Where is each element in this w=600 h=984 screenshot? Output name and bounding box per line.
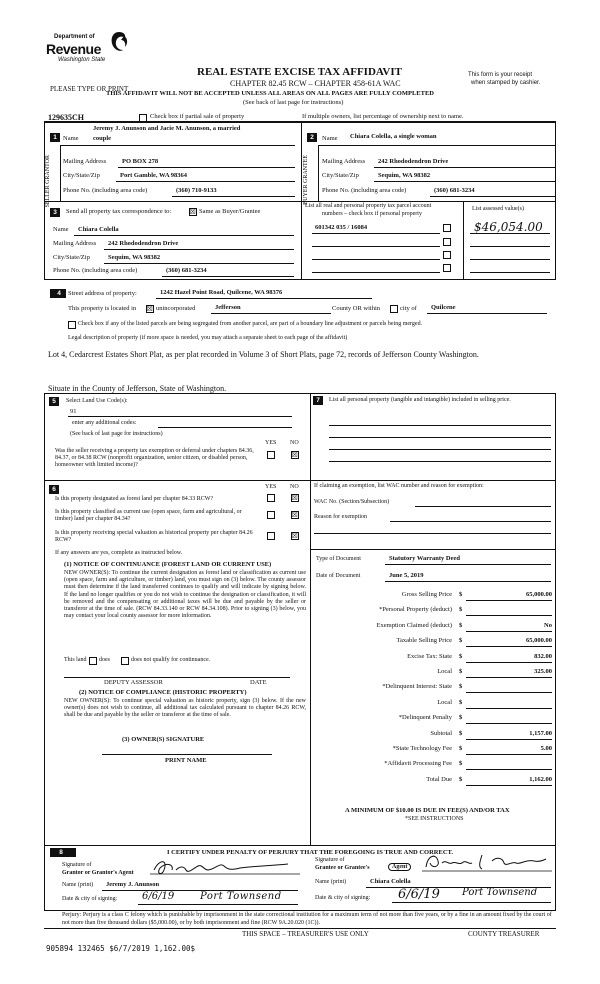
exemption-question: Was the seller receiving a property tax exemption or deferral under chapters 84.36, 84.37, or 84.38 RCW (nonprofit organization, senior citizen, or disabled person, homeowner with limited income)? (55, 448, 254, 468)
sale-row-currency: $ (459, 652, 463, 660)
sale-row-value[interactable]: 832.00 (534, 652, 552, 660)
sale-row-currency: $ (459, 745, 463, 752)
forest-no-checkbox[interactable]: ☒ (291, 494, 298, 502)
sale-row-underline (466, 708, 552, 709)
section-6-badge: 6 (49, 485, 59, 494)
corr-city-value[interactable]: Sequim, WA 98382 (108, 254, 161, 261)
dept-name: Revenue (46, 41, 101, 57)
buyer-city-label: City/State/Zip (322, 172, 359, 179)
multiple-owners-note: If multiple owners, list percentage of ownership next to name. (302, 113, 464, 120)
county-value[interactable]: Jefferson (215, 304, 241, 311)
sale-row-currency: $ (459, 621, 463, 629)
grantee-sig-label-2: Grantee or Grantee's (315, 865, 370, 871)
exemption-yes-checkbox[interactable] (267, 451, 275, 459)
buyer-side-label: BUYER GRANTEE (303, 155, 309, 205)
legal-description[interactable]: Lot 4, Cedarcrest Estates Short Plat, as per plat recorded in Volume 3 of Short Plats, page 72, records of Jefferson County Washington. (48, 350, 479, 359)
sale-row-currency: $ (459, 637, 463, 645)
please-type: PLEASE TYPE OR PRINT (50, 85, 129, 93)
corr-city-label: City/State/Zip (53, 254, 90, 261)
parcel-personal-checkbox-2[interactable] (443, 238, 451, 246)
treasurer-stamp: 905894 132465 $6/7/2019 1,162.00$ (46, 944, 196, 953)
seller-name-line1[interactable]: Jeremy J. Anunson and Jacie M. Anunson, a married (93, 125, 241, 132)
corr-name-value[interactable]: Chiara Colella (78, 226, 119, 233)
buyer-name-value[interactable]: Chiara Colella, a single woman (350, 133, 437, 140)
section-2-badge: 2 (307, 133, 317, 142)
street-value[interactable]: 1242 Hazel Point Road, Quilcene, WA 98376 (160, 289, 283, 296)
seller-phone-value[interactable]: (360) 710-9133 (176, 187, 217, 194)
forest-yes-checkbox[interactable] (267, 494, 275, 502)
sale-row-underline (466, 646, 552, 647)
segregated-checkbox[interactable] (68, 321, 76, 329)
seller-name-line2[interactable]: couple (93, 135, 112, 142)
parcels-header-1: List all real and personal property tax parcel account (305, 203, 432, 209)
dept-small: Department of (54, 34, 95, 40)
sale-row-value[interactable]: 1,162.00 (529, 775, 552, 783)
reason-label: Reason for exemption (314, 514, 367, 520)
deputy-assessor-label: DEPUTY ASSESSOR (104, 679, 163, 686)
sale-row-label: *Delinquent Interest: State (382, 683, 452, 691)
receipt-line1: This form is your receipt (468, 72, 533, 78)
notice2-title: (2) NOTICE OF COMPLIANCE (HISTORIC PROPERTY) (79, 689, 247, 696)
sale-row-underline (466, 785, 552, 786)
sec6-no-header: NO (290, 484, 299, 490)
grantee-name-print-label: Name (print) (315, 879, 347, 885)
exemption-claim-label: If claiming an exemption, list WAC number and reason for exemption: (314, 483, 484, 489)
sale-row-value[interactable]: 1,157.00 (529, 729, 552, 737)
historic-no-checkbox[interactable]: ☒ (291, 532, 298, 540)
additional-codes-label: enter any additional codes: (72, 420, 137, 426)
corr-name-label: Name (53, 226, 69, 233)
sale-row-underline (466, 677, 552, 678)
doc-date-value[interactable]: June 5, 2019 (389, 572, 424, 579)
sale-row-label: *Affidavit Processing Fee (384, 760, 452, 768)
county-treasurer: COUNTY TREASURER (468, 930, 540, 938)
doc-type-label: Type of Document (316, 556, 361, 562)
historic-yes-checkbox[interactable] (267, 532, 275, 540)
sec5-no-header: NO (290, 440, 299, 446)
parcel-personal-checkbox-4[interactable] (443, 264, 451, 272)
doc-date-label: Date of Document (316, 573, 361, 579)
sale-row-underline (466, 615, 552, 616)
same-as-buyer-checkbox[interactable]: ☒ (189, 208, 196, 216)
seller-side-label: SELLER GRANTOR (45, 155, 51, 208)
grantor-signature[interactable] (150, 856, 300, 878)
sale-row-underline (466, 692, 552, 693)
corr-mailing-label: Mailing Address (53, 240, 97, 247)
parcel-personal-checkbox-3[interactable] (443, 251, 451, 259)
doc-id: 129635CH (48, 113, 84, 122)
grantor-sig-label-2: Grantor or Grantor's Agent (62, 870, 134, 876)
sale-row-label: Excise Tax: State (407, 652, 452, 660)
does-qualify-checkbox[interactable] (89, 657, 97, 665)
current-use-no-checkbox[interactable]: ☒ (291, 511, 298, 519)
corr-phone-value[interactable]: (360) 681-3234 (166, 267, 207, 274)
this-land-label: This land (64, 657, 87, 663)
partial-sale-label: Check box if partial sale of property (150, 113, 245, 120)
doc-type-value[interactable]: Statutory Warranty Deed (389, 555, 461, 562)
seller-mailing-value[interactable]: PO BOX 278 (122, 158, 159, 165)
sale-row-label: Total Due (426, 775, 452, 783)
sale-row-label: *Personal Property (deduct) (379, 606, 452, 614)
sale-row-currency: $ (459, 775, 463, 783)
grantor-date-city-label: Date & city of signing: (62, 896, 118, 902)
grantee-agent-circled: Agent (388, 863, 411, 871)
corr-phone-label: Phone No. (including area code) (53, 267, 138, 274)
historic-question: Is this property receiving special valuation as historical property per chapter 84.26 RCW? (55, 530, 253, 543)
sale-row-currency: $ (459, 606, 463, 614)
form-chapter: CHAPTER 82.45 RCW – CHAPTER 458-61A WAC (230, 79, 401, 88)
sale-row-label: Taxable Selling Price (396, 637, 452, 645)
sec6-yes-header: YES (265, 484, 277, 490)
form-see-back: (See back of last page for instructions) (243, 99, 344, 106)
seller-name-label: Name (63, 135, 79, 142)
parcel-number[interactable]: 601342 035 / 16084 (315, 224, 368, 231)
grantor-date[interactable]: 6/6/19 (142, 891, 175, 902)
certify-statement: I CERTIFY UNDER PENALTY OF PERJURY THAT THE FOREGOING IS TRUE AND CORRECT. (167, 849, 454, 856)
sale-row-currency: $ (459, 729, 463, 737)
situate-line[interactable]: Situate in the County of Jefferson, State of Washington. (48, 384, 227, 393)
revenue-logo (46, 30, 136, 70)
sale-row-currency: $ (459, 760, 463, 768)
sale-row-underline (466, 754, 552, 755)
form-title: REAL ESTATE EXCISE TAX AFFIDAVIT (197, 66, 402, 78)
seller-city-value[interactable]: Port Gamble, WA 98364 (120, 172, 188, 179)
located-type: unincorporated (156, 305, 196, 312)
buyer-city-value[interactable]: Sequim, WA 98382 (378, 172, 431, 179)
notice1-title: (1) NOTICE OF CONTINUANCE (FOREST LAND OR CURRENT USE) (64, 561, 272, 568)
land-use-code[interactable]: 91 (70, 408, 77, 415)
buyer-mailing-label: Mailing Address (322, 158, 366, 165)
current-use-yes-checkbox[interactable] (267, 511, 275, 519)
deputy-date-label: DATE (250, 679, 267, 686)
sale-row-underline (466, 723, 552, 724)
form-notice: THIS AFFIDAVIT WILL NOT BE ACCEPTED UNLESS ALL AREAS ON ALL PAGES ARE FULLY COMPLETED (106, 90, 434, 97)
buyer-phone-label: Phone No. (including area code) (322, 187, 407, 194)
section-7-badge: 7 (313, 396, 323, 405)
assessed-header: List assessed value(s) (472, 206, 524, 212)
sale-row-label: *Delinquent Penalty (398, 714, 452, 722)
sale-row-currency: $ (459, 698, 463, 706)
sale-row-label: Local (437, 668, 452, 675)
county-label: County OR within (332, 305, 381, 312)
grantor-sig-label-1: Signature of (62, 862, 92, 868)
sale-row-label: Local (437, 698, 452, 706)
segregated-label: Check box if any of the listed parcels are being segregated from another parcel, are part of a boundary line adjustment or parcels being merged. (78, 321, 423, 327)
does-not-qualify-checkbox[interactable] (121, 657, 129, 665)
sale-row-currency: $ (459, 683, 463, 691)
personal-property-label: List all personal property (tangible and intangible) included in selling price. (329, 397, 511, 403)
sale-row-underline (466, 662, 552, 663)
section-8-badge: 8 (56, 848, 66, 857)
grantor-name-print[interactable]: Jeremy J. Anunson (106, 881, 160, 888)
grantee-signature[interactable] (422, 851, 552, 873)
sale-row-label: *State Technology Fee (392, 745, 452, 752)
grantee-date-city-label: Date & city of signing: (315, 895, 371, 901)
grantor-city[interactable]: Port Townsend (200, 891, 282, 902)
land-use-label: Select Land Use Code(s): (66, 398, 128, 404)
print-name-label: PRINT NAME (165, 757, 207, 764)
seller-phone-label: Phone No. (including area code) (63, 187, 148, 194)
sale-row-value[interactable]: 65,000.00 (526, 591, 552, 598)
city-value[interactable]: Quilcene (431, 304, 456, 311)
sale-row-label: Exemption Claimed (deduct) (376, 621, 452, 629)
section-1-badge: 1 (50, 133, 60, 142)
city-of-checkbox[interactable] (390, 305, 398, 313)
revenue-swirl-icon (108, 30, 130, 56)
legal-label: Legal description of property (if more space is needed, you may attach a separate sheet to each page of the affidavit) (68, 335, 348, 341)
sale-row-underline (466, 739, 552, 740)
buyer-name-label: Name (322, 135, 338, 142)
sale-row-label: Gross Selling Price (401, 591, 452, 598)
seller-mailing-label: Mailing Address (63, 158, 107, 165)
grantee-city[interactable]: Port Townsend (462, 887, 538, 898)
section-5-badge: 5 (49, 397, 59, 406)
buyer-mailing-value[interactable]: 242 Rhododendron Drive (378, 158, 449, 165)
correspondence-label: Send all property tax correspondence to: (66, 208, 172, 215)
sale-row-underline (466, 631, 552, 632)
top-rule (44, 121, 556, 123)
sale-row-label: Subtotal (430, 729, 452, 737)
assessed-value[interactable]: $46,054.00 (474, 220, 543, 234)
street-label: Street address of property: (68, 290, 137, 297)
sale-row-underline (466, 600, 552, 601)
grantee-sig-label-1: Signature of (315, 857, 345, 863)
section-4-badge: 4 (54, 289, 64, 298)
located-label: This property is located in (68, 305, 137, 312)
sale-row-currency: $ (459, 591, 463, 598)
notice1-text: NEW OWNER(S): To continue the current designation as forest land or classification as current use (open space, farm and agriculture, or timber) land, you must sign on (3) below. The county assessor must then determine if the land transferred continues to qualify and will indicate by signing below. If the land no longer qualifies or you do not wish to continue the designation or classification, it will be removed and the compensating or additional taxes will be due and payable by the seller or transferor at the time of sale. (RCW 84.33.140 or RCW 84.34.108). Prior to signing (3) below, you may contact your local county assessor for more information. (64, 570, 306, 620)
parcels-header-2: numbers – check box if personal property (322, 211, 422, 217)
grantee-date[interactable]: 6/6/19 (398, 887, 440, 902)
section-3-badge: 3 (50, 208, 60, 217)
sale-row-currency: $ (459, 714, 463, 722)
land-use-see-back: (See back of last page for instructions) (70, 431, 163, 437)
sec5-yes-header: YES (265, 440, 277, 446)
parcel-personal-checkbox-1[interactable] (443, 224, 451, 232)
sale-row-underline (466, 769, 552, 770)
current-use-question: Is this property classified as current use (open space, farm and agricultural, or timber) land per chapter 84.34? (55, 509, 242, 522)
perjury-notice: Perjury: Perjury is a class C felony which is punishable by imprisonment in the state correctional institution for a maximum term of not more than five years, or by a fine in an amount fixed by the court of not more than five thousand dollars ($5,000.00), or by both imprisonment and fine (RCW 9A.20.020 (1C)). (62, 912, 552, 926)
notice2-text: NEW OWNER(S): To continue special valuation as historic property, sign (3) below. If the new owner(s) does not wish to continue, all additional tax calculated pursuant to chapter 84.26 RCW, shall be due and payable by the seller or transferor at the time of sale. (64, 698, 306, 719)
grantor-name-print-label: Name (print) (62, 882, 94, 888)
forest-question: Is this property designated as forest land per chapter 84.33 RCW? (55, 496, 214, 502)
grantee-name-print[interactable]: Chiara Colella (370, 878, 411, 885)
wac-label: WAC No. (Section/Subsection) (314, 499, 390, 505)
sale-row-value[interactable]: No (544, 621, 552, 629)
same-as-buyer-label: Same as Buyer/Grantee (199, 208, 261, 215)
if-yes-note: If any answers are yes, complete as instructed below. (55, 550, 183, 556)
sale-row-value[interactable]: 5.00 (540, 745, 552, 752)
corr-mailing-value[interactable]: 242 Rhododendron Drive (108, 240, 179, 247)
does-label: does (99, 657, 110, 663)
buyer-phone-value[interactable]: (360) 681-3234 (434, 187, 475, 194)
city-of-label: city of (400, 305, 417, 312)
seller-city-label: City/State/Zip (63, 172, 100, 179)
treasurer-space: THIS SPACE – TREASURER'S USE ONLY (242, 930, 369, 938)
sale-row-value[interactable]: 65,000.00 (526, 637, 552, 645)
receipt-line2: when stamped by cashier. (471, 80, 541, 86)
sale-row-currency: $ (459, 668, 463, 675)
does-not-label: does not qualify for continuance. (131, 657, 211, 663)
see-instructions: *SEE INSTRUCTIONS (405, 816, 464, 822)
unincorporated-checkbox[interactable]: ☒ (146, 305, 153, 313)
owner-signature-label: (3) OWNER(S) SIGNATURE (122, 736, 205, 743)
dept-state: Washington State (58, 57, 106, 63)
exemption-no-checkbox[interactable]: ☒ (291, 451, 298, 459)
sale-row-value[interactable]: 325.00 (534, 668, 552, 675)
minimum-fee-note: A MINIMUM OF $10.00 IS DUE IN FEE(S) AND/OR TAX (345, 807, 510, 814)
